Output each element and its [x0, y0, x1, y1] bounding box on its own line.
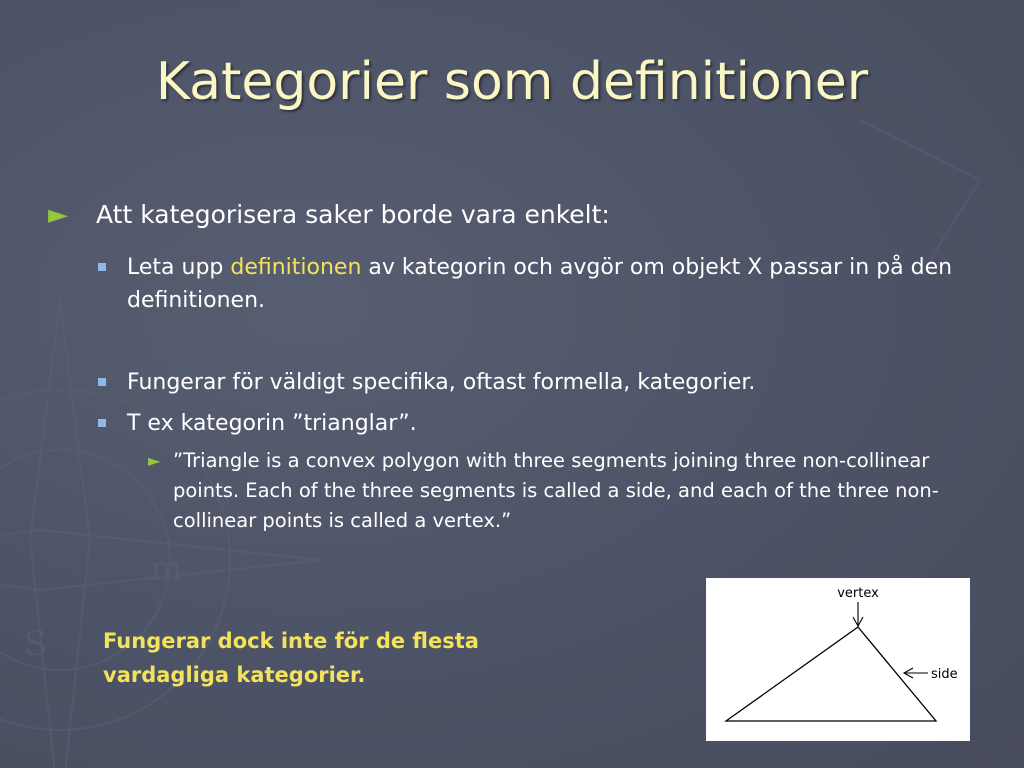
square-bullet-icon — [98, 419, 106, 427]
side-label: side — [931, 667, 958, 682]
triangle-diagram — [706, 578, 970, 741]
triangle-figure — [706, 578, 970, 741]
vertex-label: vertex — [837, 586, 879, 601]
svg-text:m: m — [150, 549, 183, 589]
note-text: Fungerar dock inte för de flesta vardagliga kategorier. — [103, 629, 479, 687]
svg-text:S: S — [24, 624, 48, 664]
triangle-definition-quote: ”Triangle is a convex polygon with three segments joining three non-collinear points. Each of the three segments is called a side, and each of the three non-collinear points is called a vertex.” — [173, 449, 939, 532]
right-pointer-icon: ► — [48, 200, 68, 230]
bullet-text-definition — [127, 251, 988, 317]
bullet-item-definition — [98, 251, 988, 317]
bullet-text-triangles: T ex kategorin ”trianglar”. — [127, 411, 417, 436]
slide-title: Kategorier som definitioner — [155, 52, 869, 112]
bullet-text-formal-categories: Fungerar för väldigt specifika, oftast formella, kategorier. — [127, 370, 756, 395]
small-right-triangle-icon: ► — [148, 451, 161, 470]
quote-item — [148, 446, 978, 536]
bullet-item-triangles — [98, 407, 988, 440]
highlighted-term: definitionen — [230, 255, 362, 280]
square-bullet-icon — [98, 378, 106, 386]
square-bullet-icon — [98, 263, 106, 271]
level1-bullet-text: Att kategorisera saker borde vara enkelt: — [96, 200, 610, 229]
bullet-text-part: Leta upp — [127, 255, 231, 280]
triangle-shape — [726, 627, 936, 721]
level1-bullet-item — [48, 200, 610, 230]
bullet-item-formal-categories — [98, 366, 988, 399]
bullet-text-part: av kategorin och avgör om objekt X passar in på den definitionen. — [127, 255, 953, 313]
